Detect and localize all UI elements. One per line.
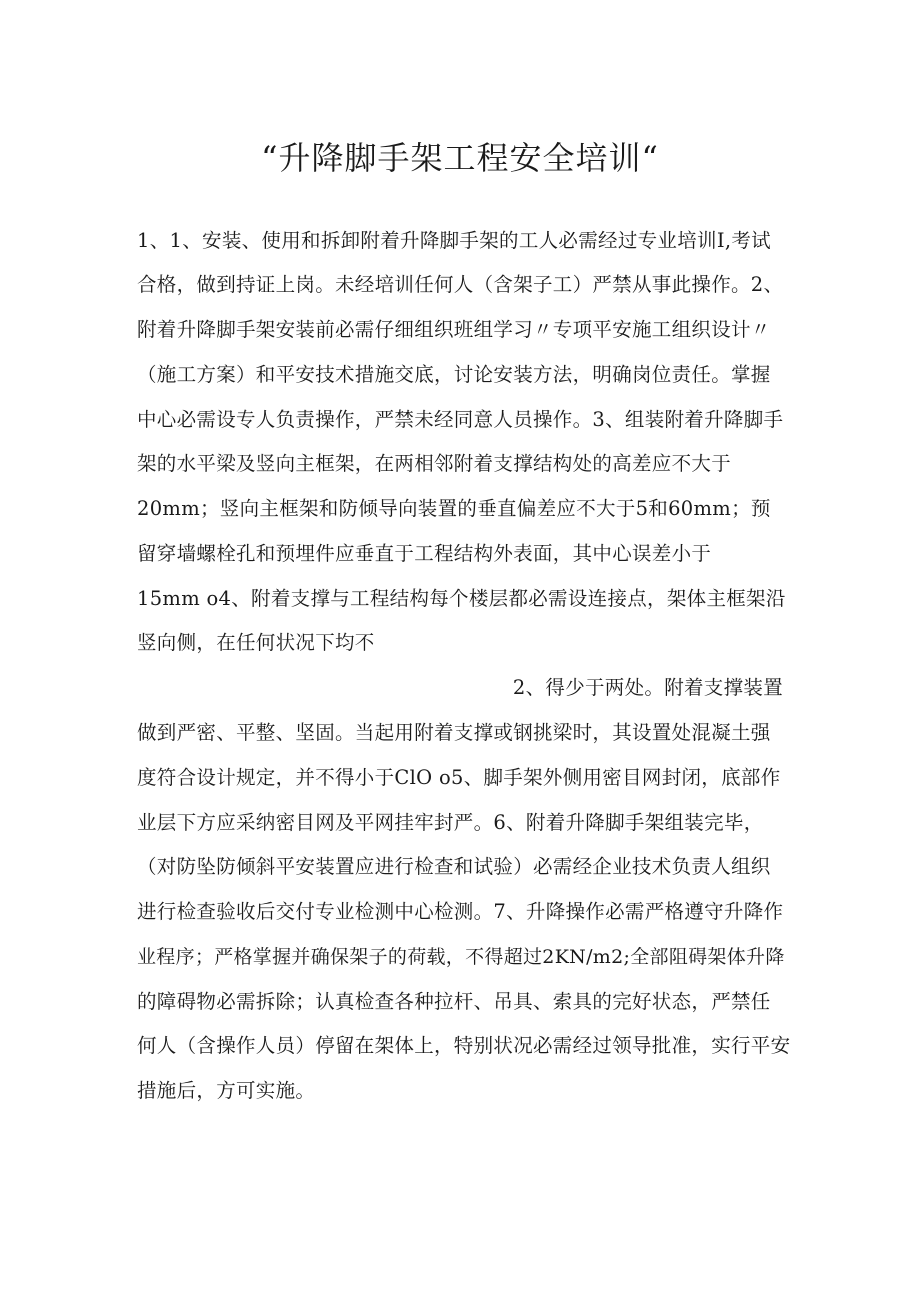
body-line-3: 附着升降脚手架安装前必需仔细组织班组学习〃专项平安施工组织设计〃 — [137, 318, 771, 341]
body-line-9: 15mm o4、附着支撑与工程结构每个楼层都必需设连接点，架体主框架沿 — [137, 587, 786, 610]
body-line-10: 竖向侧，在任何状况下均不 — [137, 631, 375, 654]
body-line-15: （对防坠防倾斜平安装置应进行检查和试验）必需经企业技术负责人组织 — [137, 855, 771, 878]
body-line-7: 20mm；竖向主框架和防倾导向装置的垂直偏差应不大于5和60mm；预 — [137, 497, 771, 520]
body-line-4: （施工方案）和平安技术措施交底，讨论安装方法，明确岗位责任。掌握 — [137, 363, 771, 386]
body-line-18: 的障碍物必需拆除；认真检查各种拉杆、吊具、索具的完好状态，严禁任 — [137, 990, 771, 1013]
body-line-2: 合格，做到持证上岗。未经培训任何人（含架子工）严禁从事此操作。2、 — [137, 273, 784, 296]
body-line-17: 业程序；严格掌握并确保架子的荷载，不得超过2KN∕m2;全部阻碍架体升降 — [137, 946, 785, 968]
body-line-20: 措施后，方可实施。 — [137, 1079, 316, 1102]
body-line-11: 2、得少于两处。附着支撑装置 — [512, 676, 783, 699]
body-line-8: 留穿墙螺栓孔和预埋件应垂直于工程结构外表面，其中心误差小于 — [137, 542, 712, 565]
body-line-6: 架的水平梁及竖向主框架，在两相邻附着支撑结构处的高差应不大于 — [137, 452, 732, 475]
body-line-19: 何人（含操作人员）停留在架体上，特别状况必需经过领导批准，实行平安 — [137, 1034, 791, 1057]
body-line-16: 进行检查验收后交付专业检测中心检测。7、升降操作必需严格遵守升降作 — [137, 900, 784, 923]
body-line-14: 业层下方应采纳密目网及平网挂牢封严。6、附着升降脚手架组装完毕， — [137, 811, 764, 834]
body-line-5: 中心必需设专人负责操作，严禁未经同意人员操作。3、组装附着升降脚手 — [137, 408, 784, 431]
document-title: “升降脚手架工程安全培训“ — [261, 139, 659, 177]
body-line-13: 度符合设计规定，并不得小于ClO o5、脚手架外侧用密目网封闭，底部作 — [137, 766, 781, 789]
body-line-1: 1、1、安装、使用和拆卸附着升降脚手架的工人必需经过专业培训I,考试 — [137, 229, 771, 252]
body-line-12: 做到严密、平整、坚固。当起用附着支撑或钢挑梁时，其设置处混凝土强 — [137, 721, 771, 744]
